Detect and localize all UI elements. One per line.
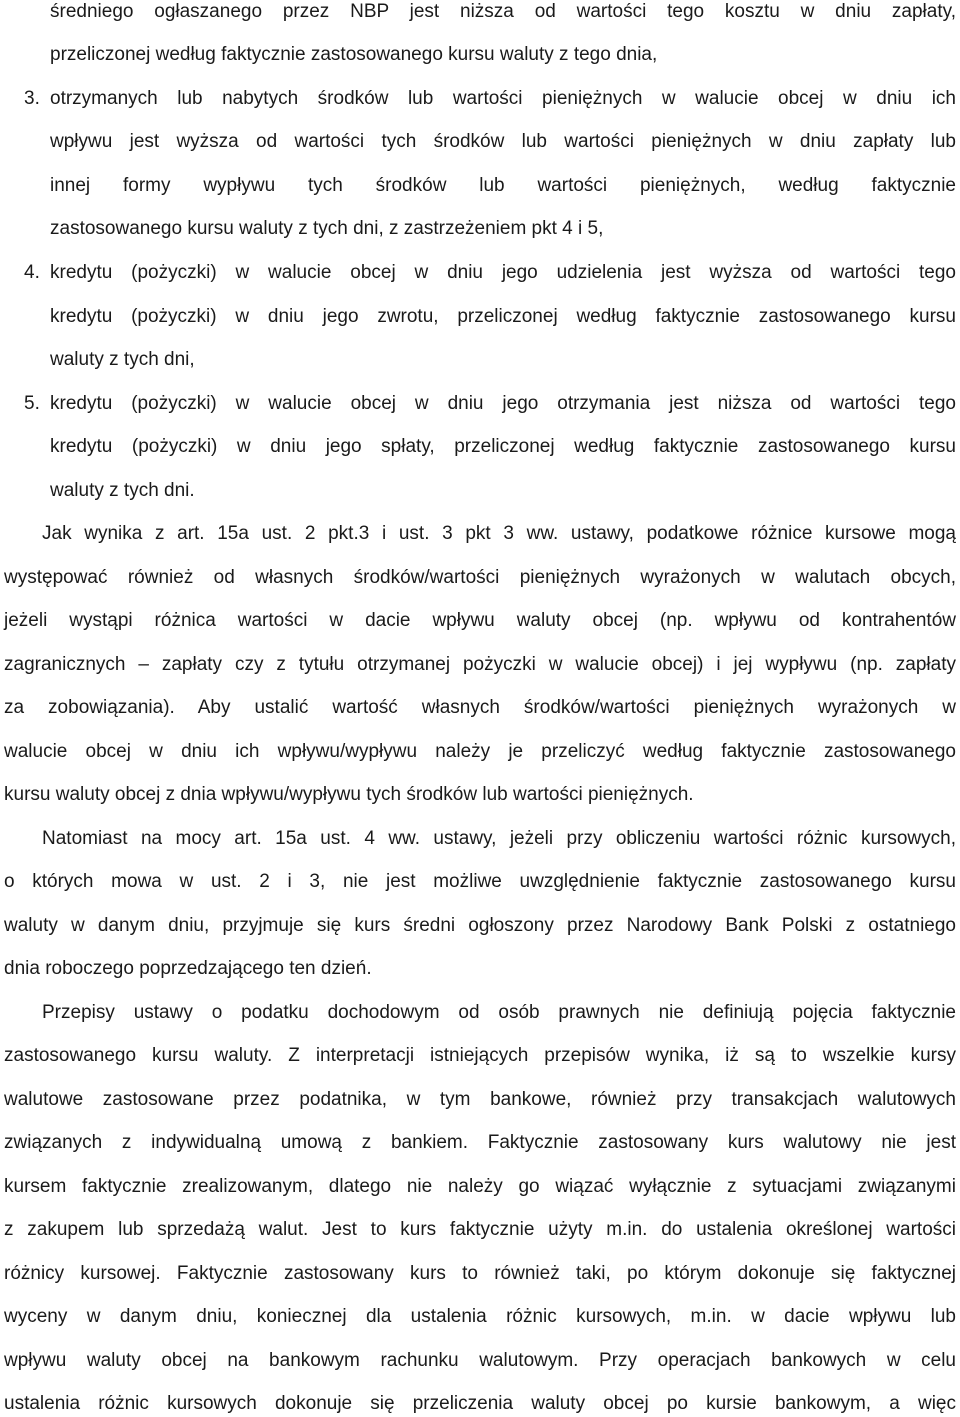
paragraph-3-line-6: z zakupem lub sprzedażą walut. Jest to kurs faktycznie użyty m.in. do ustalenia określonej wartości: [4, 1219, 956, 1240]
paragraph-1-line-6: walucie obcej w dniu ich wpływu/wypływu należy je przeliczyć według faktycznie zastosowanego: [4, 741, 956, 762]
list-number-4: 4.: [24, 262, 40, 283]
list-item-4-line-1: kredytu (pożyczki) w walucie obcej w dniu jego udzielenia jest wyższa od wartości tego: [50, 262, 956, 283]
list-item-3-line-4: zastosowanego kursu waluty z tych dni, z zastrzeżeniem pkt 4 i 5,: [50, 218, 604, 239]
paragraph-3-line-4: związanych z indywidualną umową z bankiem. Faktycznie zastosowany kurs walutowy nie jest: [4, 1132, 956, 1153]
paragraph-3-line-3: walutowe zastosowane przez podatnika, w tym bankowe, również przy transakcjach walutowych: [4, 1089, 956, 1110]
list-number-5: 5.: [24, 393, 40, 414]
paragraph-2-line-2: o których mowa w ust. 2 i 3, nie jest możliwe uwzględnienie faktycznie zastosowanego kursu: [4, 871, 956, 892]
paragraph-3-line-8: wyceny w danym dniu, koniecznej dla ustalenia różnic kursowych, m.in. w dacie wpływu lub: [4, 1306, 956, 1327]
paragraph-1-line-7: kursu waluty obcej z dnia wpływu/wypływu tych środków lub wartości pieniężnych.: [4, 784, 694, 805]
list-item-3-line-1: otrzymanych lub nabytych środków lub wartości pieniężnych w walucie obcej w dniu ich: [50, 88, 956, 109]
paragraph-2-line-3: waluty w danym dniu, przyjmuje się kurs średni ogłoszony przez Narodowy Bank Polski z ostatniego: [4, 915, 956, 936]
paragraph-3-line-7: różnicy kursowej. Faktycznie zastosowany kurs to również taki, po którym dokonuje się faktycznej: [4, 1263, 956, 1284]
paragraph-3-line-2: zastosowanego kursu waluty. Z interpretacji istniejących przepisów wynika, iż są to wszelkie kursy: [4, 1045, 956, 1066]
intro-line-1: średniego ogłaszanego przez NBP jest niższa od wartości tego kosztu w dniu zapłaty,: [50, 1, 956, 22]
list-item-3-line-3: innej formy wypływu tych środków lub wartości pieniężnych, według faktycznie: [50, 175, 956, 196]
paragraph-3-line-9: wpływu waluty obcej na bankowym rachunku walutowym. Przy operacjach bankowych w celu: [4, 1350, 956, 1371]
paragraph-1-line-5: za zobowiązania). Aby ustalić wartość własnych środków/wartości pieniężnych wyrażonych w: [4, 697, 956, 718]
paragraph-1-line-1: Jak wynika z art. 15a ust. 2 pkt.3 i ust. 3 pkt 3 ww. ustawy, podatkowe różnice kursowe mogą: [42, 523, 956, 544]
paragraph-2-line-4: dnia roboczego poprzedzającego ten dzień.: [4, 958, 372, 979]
paragraph-3-line-5: kursem faktycznie zrealizowanym, dlatego nie należy go wiązać wyłącznie z sytuacjami związanymi: [4, 1176, 956, 1197]
intro-line-2: przeliczonej według faktycznie zastosowanego kursu waluty z tego dnia,: [50, 44, 658, 65]
list-item-4-line-3: waluty z tych dni,: [50, 349, 195, 370]
paragraph-1-line-4: zagranicznych – zapłaty czy z tytułu otrzymanej pożyczki w walucie obcej) i jej wypływu (np. zapłaty: [4, 654, 956, 675]
list-item-5-line-1: kredytu (pożyczki) w walucie obcej w dniu jego otrzymania jest niższa od wartości tego: [50, 393, 956, 414]
paragraph-2-line-1: Natomiast na mocy art. 15a ust. 4 ww. ustawy, jeżeli przy obliczeniu wartości różnic kursowych,: [42, 828, 956, 849]
paragraph-3-line-1: Przepisy ustawy o podatku dochodowym od osób prawnych nie definiują pojęcia faktycznie: [42, 1002, 956, 1023]
paragraph-1-line-3: jeżeli wystąpi różnica wartości w dacie wpływu waluty obcej (np. wpływu od kontrahentów: [4, 610, 956, 631]
list-item-5-line-2: kredytu (pożyczki) w dniu jego spłaty, przeliczonej według faktycznie zastosowanego kursu: [50, 436, 956, 457]
list-item-4-line-2: kredytu (pożyczki) w dniu jego zwrotu, przeliczonej według faktycznie zastosowanego kursu: [50, 306, 956, 327]
paragraph-3-line-10: ustalenia różnic kursowych dokonuje się przeliczenia waluty obcej po kursie bankowym, a więc: [4, 1393, 956, 1414]
list-item-5-line-3: waluty z tych dni.: [50, 480, 195, 501]
list-number-3: 3.: [24, 88, 40, 109]
list-item-3-line-2: wpływu jest wyższa od wartości tych środków lub wartości pieniężnych w dniu zapłaty lub: [50, 131, 956, 152]
paragraph-1-line-2: występować również od własnych środków/wartości pieniężnych wyrażonych w walutach obcych,: [4, 567, 956, 588]
